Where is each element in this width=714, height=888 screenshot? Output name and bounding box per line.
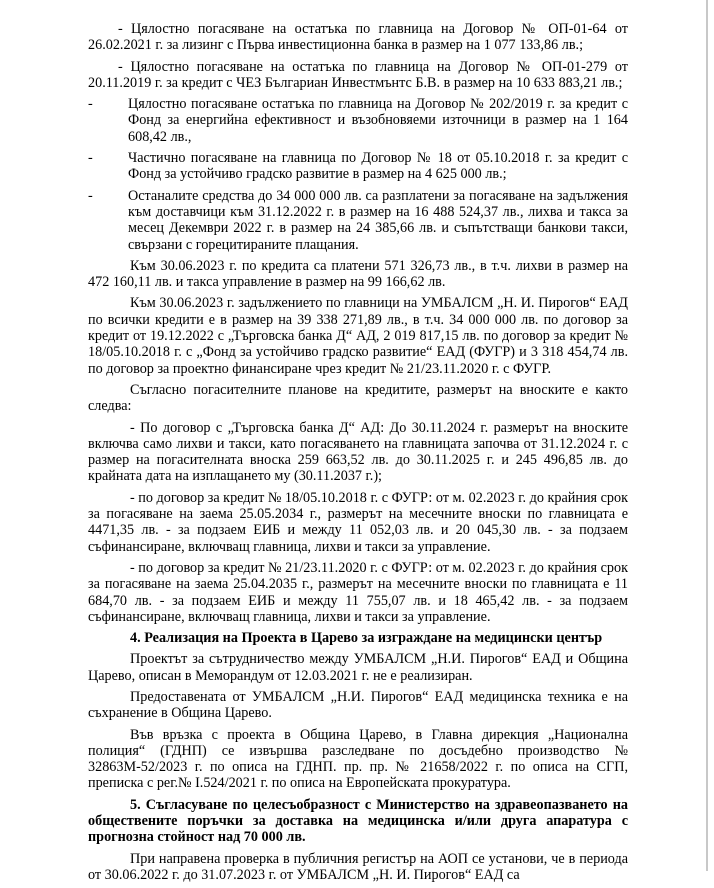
bullet-dash: - [88, 187, 93, 204]
paragraph-repayment-op-01-279: - Цялостно погасяване на остатъка по главница на Договор № ОП-01-279 от 20.11.2019 г. за кредит с ЧЕЗ Българиан Инвестмънтс Б.В. в размер на 10 633 883,21 лв.; [88, 58, 628, 91]
paragraph-remaining-funds [88, 188, 628, 253]
paragraph-text: Частично погасяване на главница по Договор № 18 от 05.10.2018 г. за кредит с Фонд за устойчиво градско развитие в размер на 4 625 000 лв.; [128, 150, 628, 183]
paragraph-repayment-202-2019 [88, 96, 628, 145]
paragraph-text: Цялостно погасяване остатъка по главница на Договор № 202/2019 г. за кредит с Фонд за енергийна ефективност и възобновяеми източници в размер на 1 164 608,42 лв., [128, 96, 628, 145]
paragraph-fugr-contract-18: - по договор за кредит № 18/05.10.2018 г. с ФУГР: от м. 02.2023 г. до крайния срок за погасяване на заема 25.05.2034 г., размерът на месечните вноски по главницата е 4471,35 лв. - за подзаем ЕИБ и между 11 052,03 лв. и 20 045,30 лв. - за подзаем съфинансиране, включващ главница, лихви и такси за управление. [88, 489, 628, 555]
paragraph-paid-interest: Към 30.06.2023 г. по кредита са платени 571 326,73 лв., в т.ч. лихви в размер на 472 160,11 лв. и такса управление в размер на 99 166,62 лв. [88, 257, 628, 291]
paragraph-fugr-contract-21: - по договор за кредит № 21/23.11.2020 г. с ФУГР: от м. 02.2023 г. до крайния срок за погасяване на заема 25.04.2035 г., размерът на месечните вноски по главницата е 11 684,70 лв. - за подзаем ЕИБ и между 11 755,07 лв. и 18 465,42 лв. - за подзаем съфинансиране, включващ главница, лихви и такси за управление. [88, 559, 628, 625]
bullet-dash: - [88, 150, 93, 167]
section-heading-5: 5. Съгласуване по целесъобразност с Министерство на здравеопазването на обществените поръчки за доставка на медицинска и/или друга апаратура с прогнозна стойност над 70 000 лв. [88, 796, 628, 846]
paragraph-text: Останалите средства до 34 000 000 лв. са разплатени за погасяване на задължения към доставчици към 31.12.2022 г. в размер на 16 488 524,37 лв., лихва и такса за месец Декември 2022 г. в размер на 24 385,66 лв. и съпътстващи банкови такси, свързани с горецитираните плащания. [128, 187, 628, 253]
scrollbar-edge [706, 0, 708, 871]
paragraph-partial-repayment-18 [88, 150, 628, 183]
paragraph-tsarevo-project: Проектът за сътрудничество между УМБАЛСМ „Н.И. Пирогов“ ЕАД и Община Царево, описан в Меморандум от 12.03.2021 г. не е реализиран. [88, 651, 628, 684]
paragraph-tbd-bank-contract: - По договор с „Търговска банка Д“ АД: До 30.11.2024 г. размерът на вноските включва само лихви и такси, като погасяването на главницата започва от 31.12.2024 г. с размер на погасителната вноска 259 663,52 лв. до 30.11.2025 г. и 245 496,85 лв. до крайната дата на изплащането му (30.11.2037 г.); [88, 419, 628, 485]
paragraph-investigation: Във връзка с проекта в Община Царево, в Главна дирекция „Национална полиция“ (ГДНП) се извършва разследване по досъдебно производство № 32863М-52/2023 г. по описа на ГДНП. пр. пр. № 21658/2022 г. по описа на СГП, преписка с рег.№ I.524/2021 г. по описа на Европейската прокуратура. [88, 726, 628, 792]
paragraph-aop-register: При направена проверка в публичния регистър на АОП се установи, че в периода от 30.06.2022 г. до 31.07.2023 г. от УМБАЛСМ „Н. И. Пирогов“ ЕАД са [88, 850, 628, 883]
section-heading-4: 4. Реализация на Проекта в Царево за изграждане на медицински център [130, 630, 603, 647]
document-page [88, 21, 628, 888]
bullet-dash: - [88, 96, 93, 113]
paragraph-repayment-plans: Съгласно погасителните планове на кредитите, размерът на вноските е както следва: [88, 381, 628, 415]
paragraph-repayment-op-01-64: - Цялостно погасяване на остатъка по главница на Договор № ОП-01-64 от 26.02.2021 г. за лизинг с Първа инвестиционна банка в размер на 1 077 133,86 лв.; [88, 21, 628, 54]
paragraph-principal-liabilities: Към 30.06.2023 г. задължението по главници на УМБАЛСМ „Н. И. Пирогов“ ЕАД по всички кредити е в размер на 39 338 271,89 лв., в т.ч. 34 000 000 лв. по договор за кредит от 19.12.2022 с „Търговска банка Д“ АД, 2 019 817,15 лв. по договор за кредит № 18/05.10.2018 г. с „Фонд за устойчиво градско развитие“ ЕАД (ФУГР) и 3 318 454,74 лв. по договор за проектно финансиране чрез кредит № 21/23.11.2020 г. с ФУГР. [88, 295, 628, 377]
paragraph-medical-equipment: Предоставената от УМБАЛСМ „Н.И. Пирогов“ ЕАД медицинска техника е на съхранение в Община Царево. [88, 688, 628, 722]
